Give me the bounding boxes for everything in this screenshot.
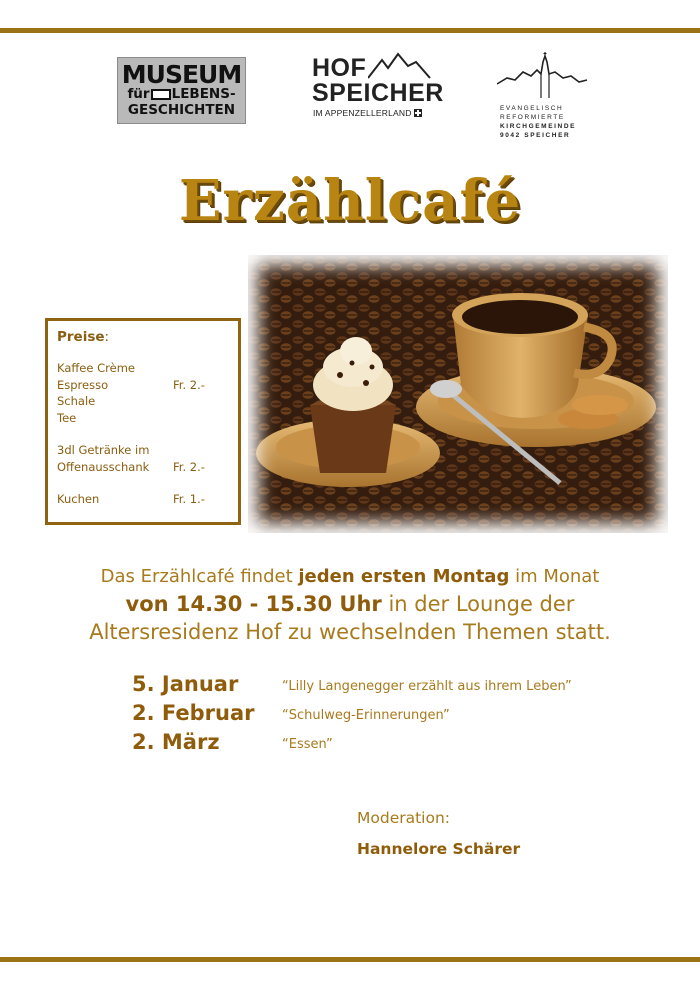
event-description [0, 564, 700, 646]
museum-logo-lebens: LEBENS- [171, 86, 236, 102]
coffee-cupcake-illustration [248, 255, 668, 533]
date-topic: “Essen” [282, 737, 333, 752]
hof-speicher-logo [312, 52, 444, 120]
price-row: Tee [57, 410, 77, 425]
museum-box-icon [151, 89, 171, 100]
date-item [132, 701, 652, 730]
description-line2: von 14.30 - 15.30 Uhr in der Lounge der [125, 592, 575, 616]
price-row: Kuchen Fr. 1.- [57, 492, 205, 506]
hof-logo-line2: SPEICHER [312, 79, 444, 107]
museum-logo [117, 57, 246, 124]
swiss-cross-icon [414, 109, 422, 117]
price-row: 3dl Getränke im [57, 443, 150, 457]
date-topic: “Lilly Langenegger erzählt aus ihrem Leben” [282, 679, 572, 694]
page-title: Erzählcafé [178, 168, 522, 234]
church-logo [497, 50, 589, 142]
description-line1: Das Erzählcafé findet jeden ersten Montag im Monat [100, 566, 600, 587]
date-list [132, 672, 652, 759]
date-item [132, 730, 652, 759]
date-item [132, 672, 652, 701]
description-line3: Altersresidenz Hof zu wechselnden Themen statt. [89, 620, 611, 644]
price-box [45, 318, 241, 525]
moderation-label: Moderation: [357, 809, 451, 827]
price-heading: Preise: [57, 329, 110, 345]
church-logo-line2: REFORMIERTE [500, 114, 565, 121]
church-logo-line3: KIRCHGEMEINDE [500, 123, 577, 130]
church-logo-line1: EVANGELISCH [500, 105, 564, 112]
price-row: Kaffee Crème [57, 361, 135, 375]
price-row: Offenausschank Fr. 2.- [57, 459, 205, 474]
hof-logo-line1: HOF [312, 54, 367, 82]
date-topic: “Schulweg-Erinnerungen” [282, 708, 450, 723]
museum-logo-fuer: für [127, 86, 150, 102]
price-row: Espresso Fr. 2.- [57, 377, 205, 392]
price-row: Schale [57, 394, 96, 408]
moderator-name: Hannelore Schärer [357, 840, 521, 858]
museum-logo-line2 [118, 88, 245, 102]
coffee-photo [248, 255, 668, 533]
bottom-rule [0, 957, 700, 962]
date-label: 2. Februar [132, 701, 255, 725]
date-label: 2. März [132, 730, 220, 754]
date-label: 5. Januar [132, 672, 239, 696]
church-skyline-icon [497, 50, 589, 102]
top-rule [0, 28, 700, 33]
hof-logo-line3: IM APPENZELLERLAND [313, 108, 422, 118]
museum-logo-line1: MUSEUM [121, 60, 242, 89]
moderation [357, 806, 520, 862]
museum-logo-line3: GESCHICHTEN [127, 101, 236, 118]
church-logo-line4: 9042 SPEICHER [500, 132, 571, 139]
mountain-icon [368, 52, 438, 80]
